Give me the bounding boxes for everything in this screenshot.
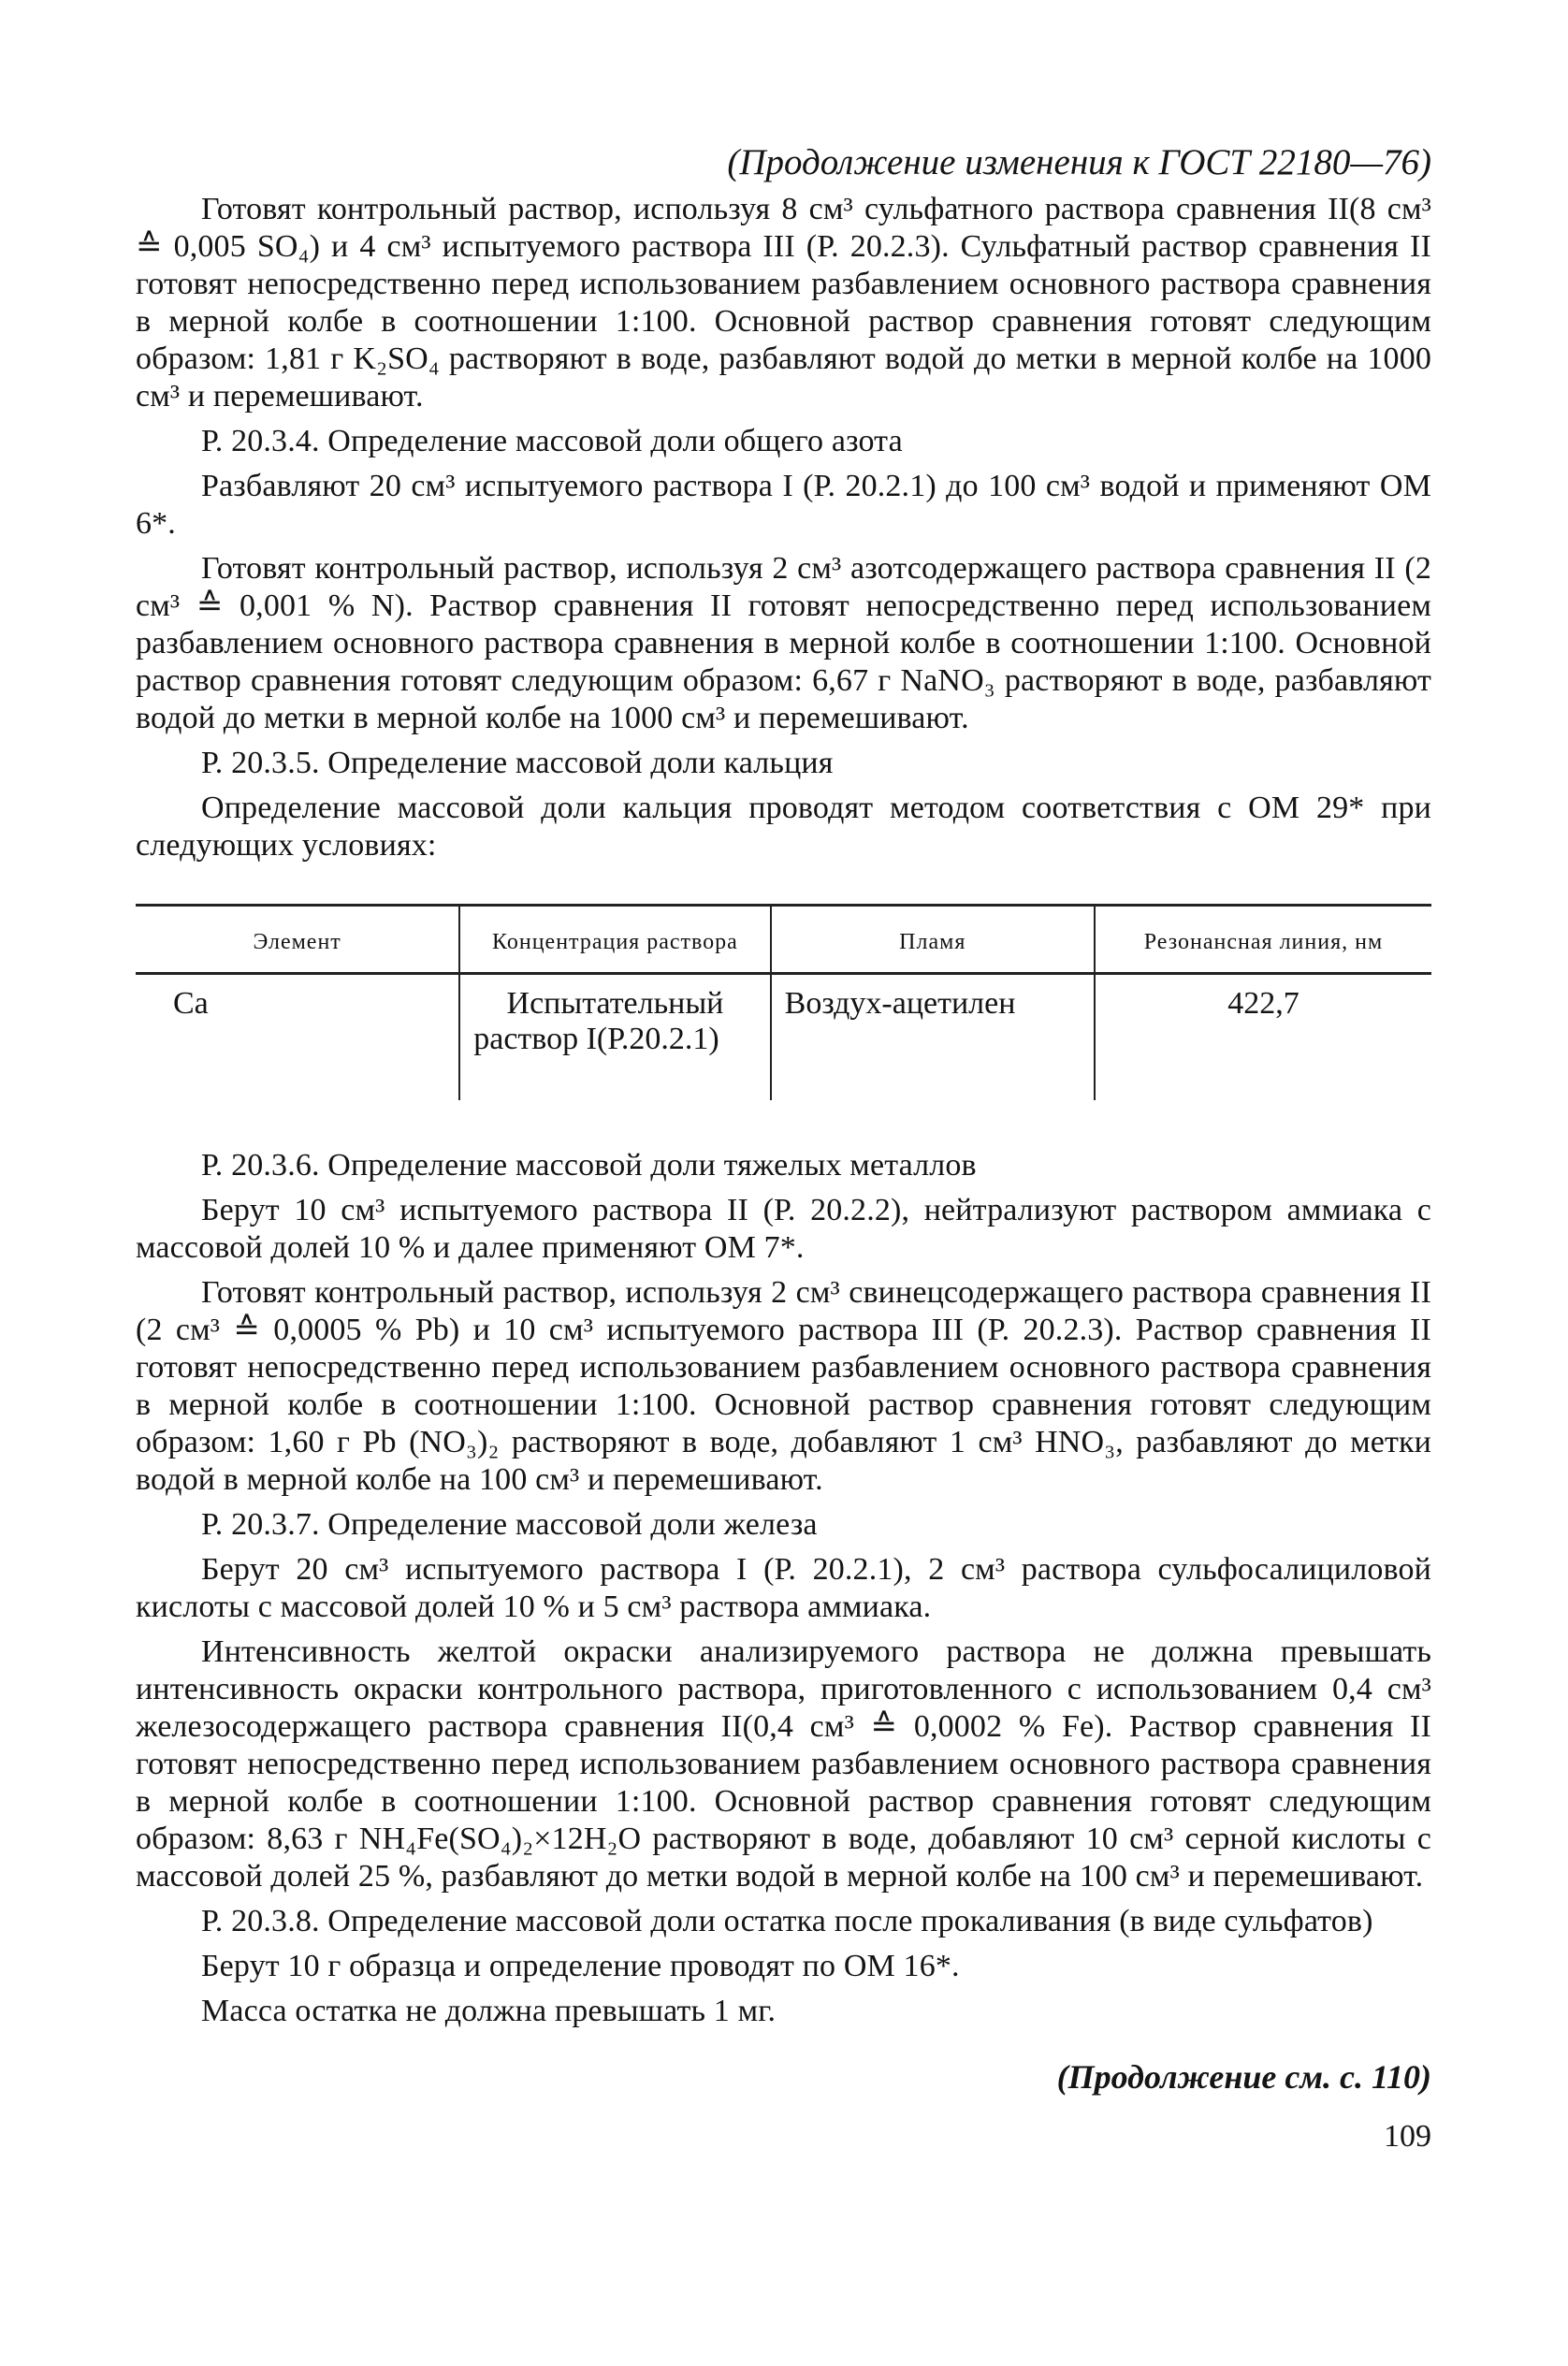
paragraph: Берут 10 г образца и определение проводят по ОМ 16*.	[201, 1949, 960, 1983]
paragraph: Готовят контрольный раствор, используя 8 см³ сульфатного раствора сравнения II(8 см³ ≙ 0,005 SO₄) и 4 см³ испытуемого раствора III (Р. 20.2.3). Сульфатный раствор сравнения II готовят непосредственно перед использованием разбавлением основного раствора сравнения в мерной колбе в соотношении 1:100. Основной раствор сравнения готовят следующим образом: 1,81 г K₂SO₄ растворяют в воде, разбавляют водой до метки в мерной колбе на 1000 см³ и перемешивают.	[136, 192, 1431, 414]
paragraph: Определение массовой доли кальция проводят методом соответствия с ОМ 29* при следующих условиях:	[136, 791, 1431, 863]
section-heading: Р. 20.3.4. Определение массовой доли общего азота	[201, 424, 903, 458]
conditions-table	[136, 904, 1431, 1100]
page-header: (Продолжение изменения к ГОСТ 22180—76)	[727, 142, 1431, 182]
cell-element: Ca	[173, 986, 209, 1021]
section-heading: Р. 20.3.5. Определение массовой доли кальция	[201, 746, 834, 780]
paragraph: Разбавляют 20 см³ испытуемого раствора I (Р. 20.2.1) до 100 см³ водой и применяют ОМ 6*.	[136, 469, 1431, 541]
paragraph: Берут 20 см³ испытуемого раствора I (Р. 20.2.1), 2 см³ раствора сульфосалициловой кислоты с массовой долей 10 % и 5 см³ раствора аммиака.	[136, 1552, 1431, 1624]
header-flame: Пламя	[771, 906, 1095, 974]
section-heading: Р. 20.3.7. Определение массовой доли железа	[201, 1507, 818, 1542]
table-row	[136, 974, 1431, 1101]
paragraph: Готовят контрольный раствор, используя 2 см³ свинецсодержащего раствора сравнения II (2 см³ ≙ 0,0005 % Pb) и 10 см³ испытуемого раствора III (Р. 20.2.3). Раствор сравнения II готовят непосредственно перед использованием разбавлением основного раствора сравнения в мерной колбе в соотношении 1:100. Основной раствор сравнения готовят следующим образом: 1,60 г Pb (NO₃)₂ растворяют в воде, добавляют 1 см³ HNO₃, разбавляют до метки водой в мерной колбе на 100 см³ и перемешивают.	[136, 1275, 1431, 1497]
cell-flame: Воздух-ацетилен	[771, 974, 1095, 1101]
paragraph: Берут 10 см³ испытуемого раствора II (Р. 20.2.2), нейтрализуют раствором аммиака с массовой долей 10 % и далее применяют ОМ 7*.	[136, 1193, 1431, 1265]
cell-resonance-line: 422,7	[1095, 974, 1431, 1101]
table-header-row	[136, 906, 1431, 974]
header-resonance-line: Резонансная линия, нм	[1095, 906, 1431, 974]
page-number: 109	[1384, 2119, 1431, 2154]
paragraph: Интенсивность желтой окраски анализируемого раствора не должна превышать интенсивность окраски контрольного раствора, приготовленного с использованием 0,4 см³ железосодержащего раствора сравнения II(0,4 см³ ≙ 0,0002 % Fe). Раствор сравнения II готовят непосредственно перед использованием разбавлением основного раствора сравнения в мерной колбе в соотношении 1:100. Основной раствор сравнения готовят следующим образом: 8,63 г NH₄Fe(SO₄)₂×12H₂O растворяют в воде, добавляют 10 см³ серной кислоты с массовой долей 25 %, разбавляют до метки водой в мерной колбе на 100 см³ и перемешивают.	[136, 1634, 1431, 1894]
cell-concentration-rest: раствор I(Р.20.2.1)	[473, 1022, 719, 1056]
cell-concentration-main: Испытательный	[506, 986, 724, 1021]
paragraph: Готовят контрольный раствор, используя 2 см³ азотсодержащего раствора сравнения II (2 см³ ≙ 0,001 % N). Раствор сравнения II готовят непосредственно перед использованием разбавлением основного раствора сравнения в мерной колбе в соотношении 1:100. Основной раствор сравнения готовят следующим образом: 6,67 г NaNO₃ растворяют в воде, разбавляют водой до метки в мерной колбе на 1000 см³ и перемешивают.	[136, 551, 1431, 735]
document-page	[136, 140, 1431, 2157]
cell-concentration	[459, 974, 770, 1101]
section-heading: Р. 20.3.8. Определение массовой доли остатка после прокаливания (в виде сульфатов)	[201, 1904, 1373, 1938]
paragraph: Масса остатка не должна превышать 1 мг.	[201, 1994, 777, 2028]
section-heading: Р. 20.3.6. Определение массовой доли тяжелых металлов	[201, 1148, 977, 1183]
header-element: Элемент	[136, 906, 459, 974]
header-concentration: Концентрация раствора	[459, 906, 770, 974]
continuation-note: (Продолжение см. с. 110)	[1056, 2058, 1431, 2096]
